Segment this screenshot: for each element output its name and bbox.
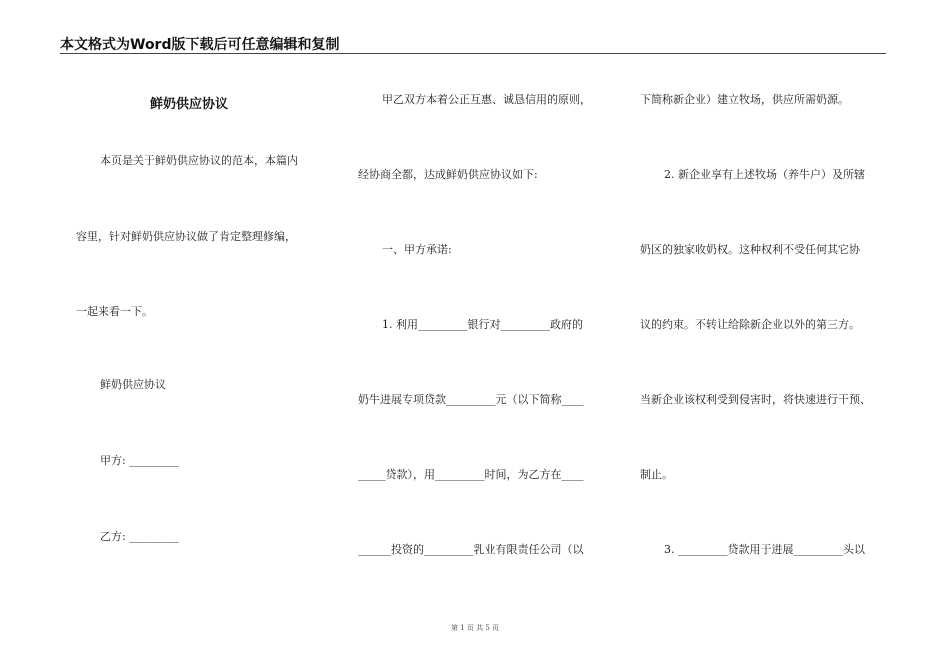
- paragraph-line: 本页是关于鲜奶供应协议的范本，本篇内: [100, 154, 298, 167]
- clause-heading: 一、甲方承诺:: [382, 243, 452, 256]
- paragraph-line: 2. 新企业享有上述牧场（养牛户）及所辖: [664, 168, 865, 181]
- paragraph-line: 一起来看一下。: [76, 305, 153, 318]
- paragraph-line: 经协商全都，达成鲜奶供应协议如下:: [358, 168, 538, 181]
- paragraph-line: 3. _________贷款用于进展_________头以: [664, 543, 865, 556]
- paragraph-line: 当新企业该权利受到侵害时，将快速进行干预、: [640, 393, 871, 406]
- document-title: 鲜奶供应协议: [150, 97, 229, 112]
- party-a-line: 甲方: _________: [100, 454, 179, 467]
- party-b-line: 乙方: _________: [100, 530, 179, 543]
- paragraph-line: 甲乙双方本着公正互惠、诚恳信用的原则，: [382, 93, 591, 106]
- paragraph-line: 下简称新企业）建立牧场，供应所需奶源。: [640, 93, 849, 106]
- document-header-title: 本文格式为Word版下载后可任意编辑和复制: [60, 37, 340, 53]
- paragraph-line: ______投资的_________乳业有限责任公司（以: [358, 543, 584, 556]
- paragraph-line: 奶区的独家收奶权。这种权利不受任何其它协: [640, 243, 860, 256]
- paragraph-line: 奶牛进展专项贷款_________元（以下简称____: [358, 393, 584, 406]
- paragraph-line: 1. 利用_________银行对_________政府的: [382, 318, 583, 331]
- section-heading: 鲜奶供应协议: [100, 378, 166, 391]
- paragraph-line: 制止。: [640, 468, 673, 481]
- paragraph-line: 议的约束。不转让给除新企业以外的第三方。: [640, 318, 860, 331]
- header-divider: [60, 53, 886, 54]
- paragraph-line: 容里，针对鲜奶供应协议做了肯定整理修编，: [76, 230, 296, 243]
- page-number-footer: 第 1 页 共 5 页: [450, 624, 500, 632]
- paragraph-line: _____贷款），用_________时间，为乙方在____: [358, 468, 584, 481]
